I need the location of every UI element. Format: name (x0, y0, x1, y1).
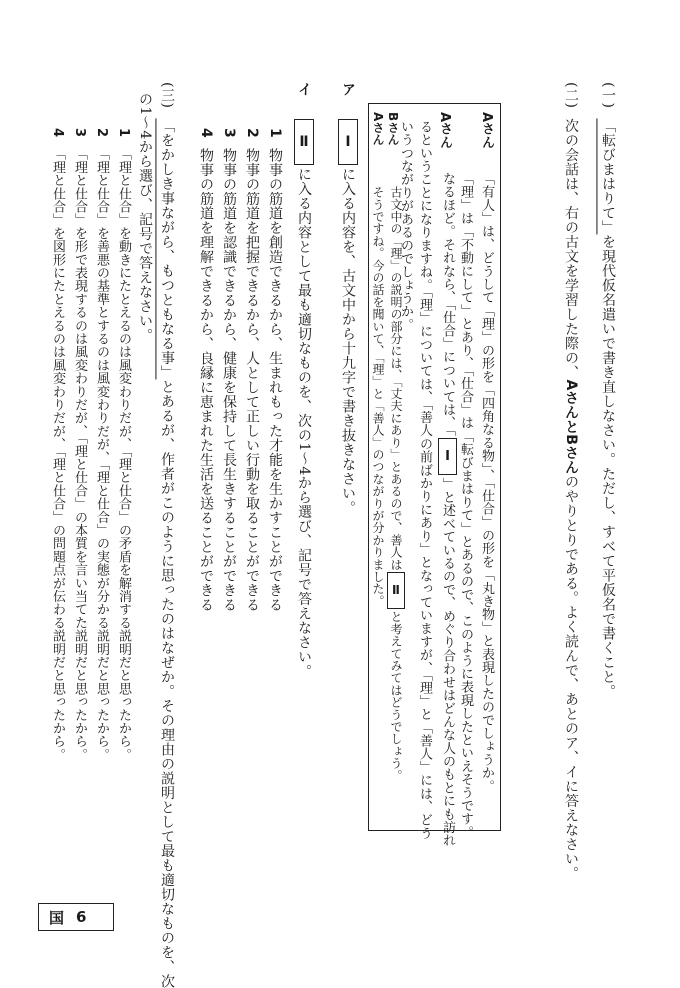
blank-box-1: Ⅰ (338, 119, 358, 166)
speaker-label: Aさん (371, 112, 385, 146)
page-number: 6 (76, 908, 87, 926)
speaker-label: Aさん (479, 112, 494, 149)
dialogue-line: 「有人」は、どうして「理」の形を「四角なる物」、「仕合」の形を「丸き物」と表現したのでしょうか。 (479, 172, 494, 793)
question-number: (二) (563, 82, 579, 109)
question-text: とあるが、作者がこのように思ったのはなぜか。その理由の説明として最も適切なものを、次 (159, 379, 175, 988)
question-text: を現代仮名遣いで書き直しなさい。ただし、すべて平仮名で書くこと。 (600, 234, 616, 699)
dialogue-line: 古文中の「理」の説明の部分には、「丈夫にあり」とあるので、善人はⅡと考えてみてはどうでしょう。 (389, 186, 403, 782)
blank-box-2: Ⅱ (294, 119, 314, 166)
question-number: (三) (159, 82, 175, 109)
question-number: (一) (600, 82, 616, 109)
question-2-line-1 (564, 82, 578, 880)
sub-question-text: に入る内容を、古文中から十九字で書き抜きなさい。 (340, 167, 356, 515)
speaker-label: Bさん (386, 112, 400, 146)
sub-question-label: イ (296, 82, 312, 97)
dialogue-line: そうですね。今の話を聞いて、「理」と「善人」のつながりが分かりました。 (371, 186, 385, 607)
option-3: 3物事の筋道を認識できるから、健康を保持して長生きすることができる (221, 128, 237, 613)
dialogue-line: いうつながりがあるのでしょうか。 (398, 120, 413, 332)
sub-question-label: ア (340, 82, 356, 97)
dialogue-line: なるほど。それなら、「仕合」については、「Ⅰ」と述べているので、めぐり合わせはどんな人のもとにも訪れ (440, 172, 455, 848)
subject-label: 国 (49, 908, 65, 927)
q3-option-3: 3「理と仕合」を形で表現するのは風変わりだが、「理と仕合」の本質を言い当てた説明だと思ったから。 (72, 128, 87, 762)
question-text-continued: のやりとりである。よく読んで、あとのア、イに答えなさい。 (563, 474, 579, 881)
dialogue-line: るということになりますね。「理」については、「善人の前ばかりにあり」となっていますが、「理」と「善人」には、どう (417, 120, 432, 840)
page-footer (38, 903, 114, 931)
option-2: 2物事の筋道を把握できるから、人として正しい行動を取ることができる (244, 128, 260, 613)
question-1 (601, 82, 615, 698)
question-text: 次の会話は、右の古文を学習した際の、 (563, 118, 579, 380)
sub-question-a (338, 82, 358, 515)
speaker-label: Aさん (437, 112, 452, 149)
dialogue-line: 「理」は「不動にして」とあり、「仕合」は「転びまはりて」とあるので、このように表現したといえそうです。 (458, 172, 473, 839)
q3-option-1: 1「理と仕合」を動きにたとえるのは風変わりだが、「理と仕合」の矛盾を解消する説明だと思ったから。 (116, 128, 131, 762)
blank-box-2: Ⅱ (387, 572, 405, 608)
sub-question-i (294, 82, 314, 679)
sub-question-text: に入る内容として最も適切なものを、次の1〜4から選び、記号で答えなさい。 (296, 167, 312, 679)
speaker-names: AさんとBさん (563, 379, 579, 475)
quoted-phrase: 「転びまはりて」 (600, 118, 616, 235)
q3-option-4: 4「理と仕合」を図形にたとえるのは風変わりだが、「理と仕合」の問題点が伝わる説明だと思ったから。 (50, 128, 65, 762)
q3-option-2: 2「理と仕合」を善悪の基準とするのは風変わりだが、「理と仕合」の実態が分かる説明だと思ったから。 (94, 128, 109, 762)
option-1: 1物事の筋道を創造できるから、生まれもった才能を生かすことができる (267, 128, 283, 613)
option-4: 4物事の筋道を理解できるから、良縁に恵まれた生活を送ることができる (198, 128, 214, 613)
question-3-line-2: の1〜4から選び、記号で答えなさい。 (137, 92, 153, 343)
blank-box-1: Ⅰ (438, 438, 457, 475)
question-3-line-1 (160, 82, 174, 988)
quoted-phrase: 「をかしき事ながら、もつともなる事」 (159, 118, 175, 380)
